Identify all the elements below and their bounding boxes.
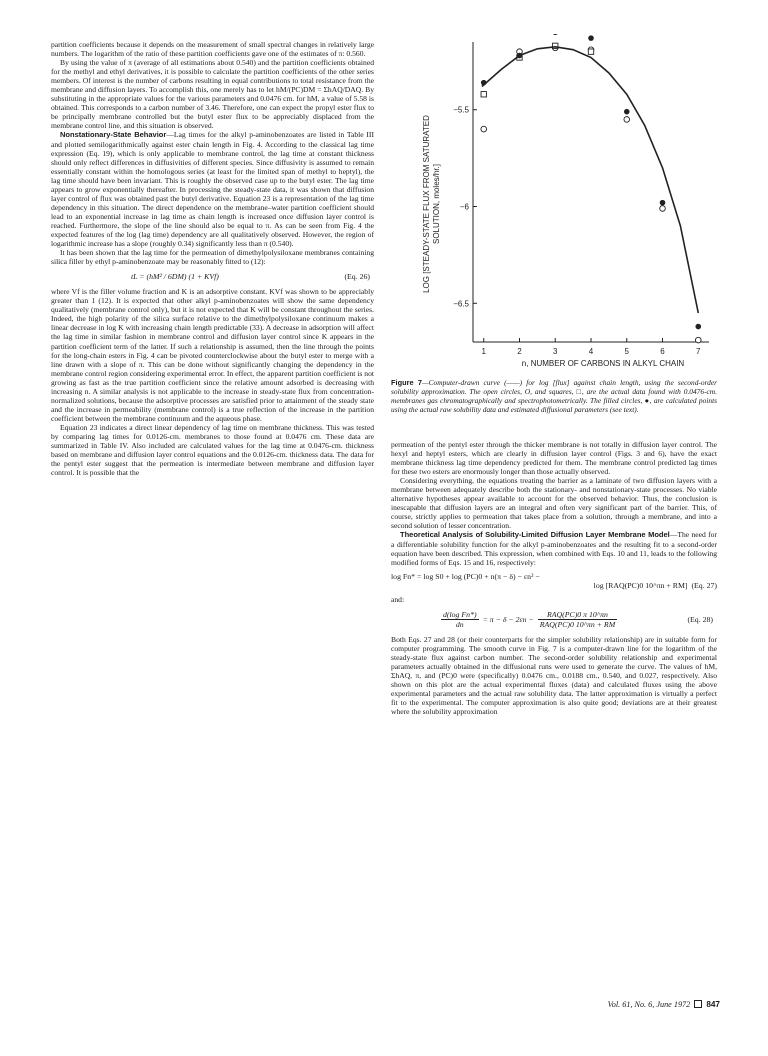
open-circle-point [695, 337, 701, 343]
left-column [51, 40, 374, 477]
fraction-denominator: dn [455, 619, 464, 629]
square-point [588, 49, 593, 54]
x-tick-label: 3 [553, 347, 558, 356]
paragraph [51, 130, 374, 248]
filled-circle-point [660, 200, 666, 206]
open-circle-point [624, 117, 630, 123]
open-circle-point [660, 206, 666, 212]
y-axis-label: LOG [STEADY-STATE FLUX FROM SATURATED [422, 115, 431, 293]
paragraph: partition coefficients because it depends on the measurement of small spectral changes in relatively large numbers. The logarithm of the ratio of these partition coefficients gave one of the estimates of π: 0.560. [51, 40, 374, 59]
x-tick-label: 7 [696, 347, 701, 356]
section-heading: Nonstationary-State Behavior [60, 130, 167, 140]
paragraph: By using the value of π (average of all estimations about 0.540) and the partition coefficients obtained for the methyl and ethyl derivatives, it is possible to calculate the partition coefficients of the other series members. Of interest is the number of carbons resulting in equal contributions to total resistance from the membrane and diffusion layers. To accomplish this, one merely has to let hM/(PC)DM = ΣhAQ/DAQ. By substituting in the appropriate values for the various parameters and 0.0476 cm. for hM, a value of 5.58 is obtained. This corresponds to a carbon number of 3.46. Therefore, one can expect the propyl ester flux to be principally membrane controlled but the butyl ester flux to be appreciably displaced from the membrane control line, and this situation is observed. [51, 58, 374, 131]
filled-circle-point [552, 34, 558, 35]
x-tick-label: 1 [481, 347, 486, 356]
open-circle-point [481, 126, 487, 132]
chart-marks [481, 34, 701, 343]
right-column [391, 440, 717, 716]
y-tick-label: −6 [459, 202, 469, 212]
journal-citation: Vol. 61, No. 6, June 1972 [607, 1000, 691, 1009]
x-tick-label: 2 [517, 347, 522, 356]
equation-number: (Eq. 27) [691, 580, 717, 590]
equation-28 [391, 610, 717, 629]
y-tick-label: −5.5 [453, 105, 469, 115]
figure-label: Figure 7 [391, 378, 423, 387]
equation-line-text: log [RAQ(PC)0 10^πn + RM] [593, 580, 688, 590]
fraction [538, 610, 617, 629]
filled-circle-point [695, 324, 701, 330]
x-tick-label: 5 [624, 347, 629, 356]
equation-expression [391, 610, 617, 629]
paragraph: It has been shown that the lag time for the permeation of dimethylpolysiloxane membranes containing silica filler by ethyl p-aminobenzoate may be reasonably fitted to (12): [51, 248, 374, 267]
page-footer [520, 1000, 720, 1009]
fraction [441, 610, 479, 629]
equation-line: log Fn* = log S0 + log (PC)0 + n(π − δ) − εn² − [391, 571, 540, 581]
chart-axes [453, 42, 709, 356]
x-tick-label: 4 [588, 347, 594, 356]
paragraph-text: —Lag times for the alkyl p-aminobenzoates are listed in Table III and plotted semilogarithmically against ester chain length in Fig. 4. According to the classical lag time expression (Eq. 19), which is only applicable to membrane control, the lag time at constant thickness should only reflect differences in diffusivities of different species. Since diffusivity is assumed to remain essentially constant within the homologous series (at least for the limited span of methyl to heptyl), the lag time should have been invariant. This is roughly the observed case up to the butyl ester. The lag time appears to grow exponentially thereafter. In processing the steady-state data, it was shown that diffusion layer control of flux was obtained past the butyl derivative. Equation 23 is a representation of the lag time dependency in this situation. The direct dependence on the membrane–water partition coefficient should lead to an exponential increase in lag time as chain length is increased once diffusion layer control is reached. Furthermore, the slope of the line should also be equal to π. As can be seen from Fig. 4 the expected features of the log (lag time) dependency are all qualitatively observed. However, the region of logarithmic increase has a slope (roughly 0.34) significantly less than π (0.540). [51, 130, 374, 249]
equation-27 [391, 572, 717, 590]
filled-circle-point [588, 35, 594, 41]
paragraph: permeation of the pentyl ester through the thicker membrane is not totally in diffusion layer control. The hexyl and heptyl esters, which are clearly in diffusion layer control (Figs. 3 and 6), have the exact membrane thickness lag time dependency predicted for them. The membrane control predicted lag times for these two esters are enormously longer than those actually observed. [391, 440, 717, 477]
section-heading: Theoretical Analysis of Solubility-Limited Diffusion Layer Membrane Model [400, 530, 670, 540]
paragraph: and: [391, 594, 405, 604]
paragraph [391, 530, 717, 566]
fraction-denominator: RAQ(PC)0 10^πn + RM [539, 619, 616, 629]
fraction-numerator: d(log Fn*) [443, 609, 477, 619]
equation-middle: = π − δ − 2εn − [482, 614, 534, 624]
box-icon [694, 1000, 702, 1008]
chart [391, 34, 721, 374]
paragraph-text: —The need for a differentiable solubility function for the alkyl p-aminobenzoates and the resulting fit to a second-order equation have been described. This expression, when combined with Eqs. 10 and 11, leads to the following modified forms of Eqs. 15 and 16, respectively: [391, 530, 717, 567]
caption-text: —Computer-drawn curve (——) for log [flux] against chain length, using the second-order solubility approximation. The open circles, O, and squares, □, are the actual data found with 0.0476-cm. membranes gas chromatographically and spectrophotometrically. The filled circles, ●, are calculated points using the actual raw solubility data and estimated diffusional parameters (see text). [391, 378, 717, 414]
figure-7 [391, 34, 721, 374]
equation-26 [51, 272, 374, 281]
equation-line [391, 581, 717, 590]
x-tick-label: 6 [660, 347, 665, 356]
equation-expression: tL = (hM² / 6DM) (1 + KVf) [131, 272, 219, 282]
equation-number: (Eq. 28) [687, 614, 713, 624]
fraction-numerator: RAQ(PC)0 π 10^πn [538, 610, 617, 620]
x-axis-label: n, NUMBER OF CARBONS IN ALKYL CHAIN [521, 359, 685, 368]
equation-number: (Eq. 26) [344, 272, 370, 282]
paragraph: Considering everything, the equations treating the barrier as a laminate of two diffusion layers with a membrane between adequately describe both the stationary- and nonstationary-state processes. No viable alternative hypotheses appear available to account for the observed behavior. Thus, the conclusion is inescapable that diffusion layers are an integral and often very significant part of the barrier. This, of course, strictly applies to permeation that takes place from a solution, through a membrane, and into a second solution of lesser concentration. [391, 476, 717, 531]
paragraph: Both Eqs. 27 and 28 (or their counterparts for the simpler solubility relationship) are in suitable form for computer programming. The smooth curve in Fig. 7 is a computer-drawn line for the logarithm of the steady-state flux against carbon number. The second-order solubility relationship and experimental parameters actually obtained in the diffusional runs were used to generate the curve. The values of hM, ΣhAQ, π, and (PC)0 were (specifically) 0.0476 cm., 0.0188 cm., 0.540, and 0.027, respectively. Also shown on this plot are the actual experimental fluxes (data) and calculated fluxes using the above experimental parameters and the actual raw solubility data. The latter approximation is virtually a perfect fit to the experimental. The computer approximation is also quite good; deviations are at their greatest where the solubility approximation [391, 634, 717, 717]
filled-circle-point [624, 109, 630, 115]
paragraph: where Vf is the filler volume fraction and K is an adsorptive constant. KVf was shown to be appreciably greater than 1 (12). It is expected that other alkyl p-aminobenzoates will show the same dependency qualitatively (membrane control only), but it is not expected that K will be constant throughout the series. Indeed, the high polarity of the silica surface relative to the dimethylpolysiloxane continuum makes a linear decrease in log K with increasing chain length predictable (33). A decrease in adsorption will affect the lag time in similar fashion in membrane control and diffusion layer control since K appears in the partition coefficient term of the latter. If such a relationship is assumed, then the line through the points for the long-chain esters in Fig. 4 can be pivoted counterclockwise about the butyl ester to merge with a line drawn with a slope of π. This can be done without significantly changing the dependency in the membrane control region considering experimental error. In effect, the apparent partition coefficient is not growing as fast as the true partition coefficient since the relative amount adsorbed is decreasing with increasing n. A similar analysis is not applicable to the increase in steady-state flux from concentration-normalized solutions, because the adsorptive processes are satisfied prior to attainment of the steady state and the increase in permeability (membrane control) is a true reflection of the increase in the partition coefficient between the membrane continuum and the aqueous phase. [51, 287, 374, 423]
paragraph: Equation 23 indicates a direct linear dependency of lag time on membrane thickness. This was tested by comparing lag times for 0.0126-cm. membranes to those found at 0.0476 cm. These data are summarized in Table IV. Also included are calculated values for the lag time at 0.0476-cm. thickness based on membrane and diffusion layer control equations and the 0.0126-cm. thickness data. The data for the pentyl ester suggest that the permeation is intermediate between membrane and diffusion layer control. It is possible that the [51, 422, 374, 478]
square-point [481, 92, 486, 97]
y-axis-label-units: SOLUTION, moles/hr.] [432, 163, 441, 245]
figure-caption [391, 378, 717, 414]
computed-curve [482, 47, 698, 313]
y-tick-label: −6.5 [453, 299, 469, 309]
page-number: 847 [706, 1000, 720, 1009]
